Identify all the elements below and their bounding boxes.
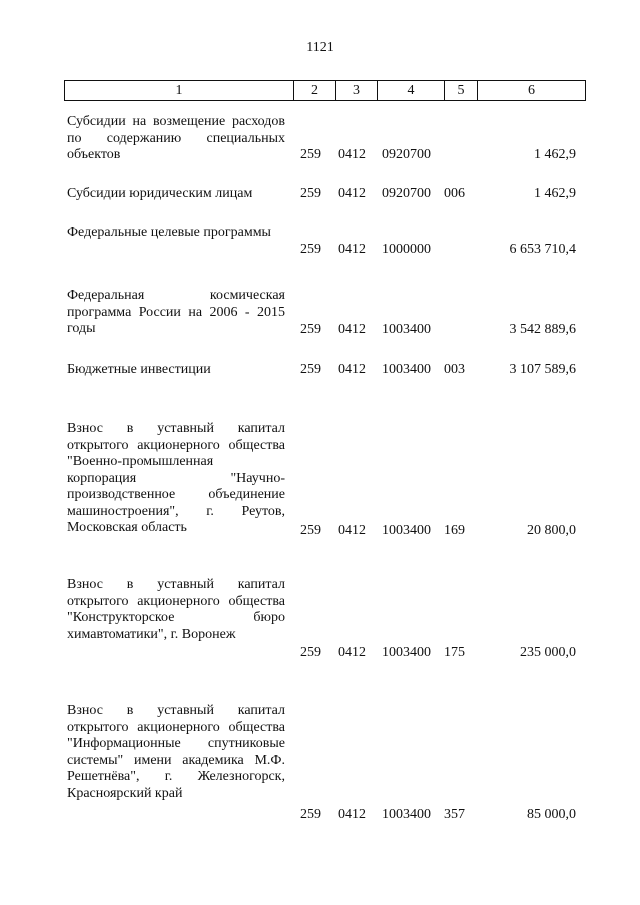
row-2-col-6: 6 653 710,4 (509, 242, 576, 257)
row-5-col-6: 20 800,0 (527, 523, 576, 538)
table-header (64, 80, 586, 101)
row-6-col-5: 175 (444, 645, 465, 660)
row-1-col-4: 0920700 (382, 186, 431, 201)
row-6-col-4: 1003400 (382, 645, 431, 660)
row-2-name: Федеральные целевые программы (67, 225, 271, 240)
row-7-col-5: 357 (444, 807, 465, 822)
row-7-col-2: 259 (300, 807, 321, 822)
header-col-6: 6 (478, 81, 586, 101)
row-7-col-6: 85 000,0 (527, 807, 576, 822)
header-col-3: 3 (336, 81, 378, 101)
row-4-col-5: 003 (444, 362, 465, 377)
row-2-col-2: 259 (300, 242, 321, 257)
row-1-col-3: 0412 (338, 186, 366, 201)
row-5-name: Взнос в уставный капитал открытого акционерного общества "Военно-промышленная корпорация "Научно-производственное объединение машиностроения", г. Реутов, Московская область (67, 421, 285, 535)
row-5-col-2: 259 (300, 523, 321, 538)
row-7-name: Взнос в уставный капитал открытого акционерного общества "Информационные спутниковые системы" имени академика М.Ф. Решетнёва", г. Железногорск, Красноярский край (67, 703, 285, 801)
row-4-col-4: 1003400 (382, 362, 431, 377)
header-col-5: 5 (445, 81, 478, 101)
row-5-col-4: 1003400 (382, 523, 431, 538)
row-6-col-2: 259 (300, 645, 321, 660)
row-1-col-2: 259 (300, 186, 321, 201)
row-5-col-5: 169 (444, 523, 465, 538)
header-col-4: 4 (378, 81, 445, 101)
row-0-col-3: 0412 (338, 147, 366, 162)
row-6-col-6: 235 000,0 (520, 645, 576, 660)
header-col-1: 1 (65, 81, 294, 101)
row-2-col-3: 0412 (338, 242, 366, 257)
row-7-col-4: 1003400 (382, 807, 431, 822)
row-1-col-5: 006 (444, 186, 465, 201)
row-0-col-6: 1 462,9 (534, 147, 576, 162)
row-6-name: Взнос в уставный капитал открытого акционерного общества "Конструкторское бюро химавтоматики", г. Воронеж (67, 577, 285, 642)
row-0-col-2: 259 (300, 147, 321, 162)
row-4-col-3: 0412 (338, 362, 366, 377)
row-7-col-3: 0412 (338, 807, 366, 822)
header-col-2: 2 (294, 81, 336, 101)
page-number: 1121 (306, 40, 334, 55)
row-4-name: Бюджетные инвестиции (67, 362, 211, 377)
row-3-col-2: 259 (300, 322, 321, 337)
row-2-col-4: 1000000 (382, 242, 431, 257)
row-4-col-2: 259 (300, 362, 321, 377)
row-3-col-6: 3 542 889,6 (509, 322, 576, 337)
row-1-name: Субсидии юридическим лицам (67, 186, 253, 201)
row-3-col-3: 0412 (338, 322, 366, 337)
row-3-name: Федеральная космическая программа России на 2006 - 2015 годы (67, 288, 285, 336)
row-1-col-6: 1 462,9 (534, 186, 576, 201)
row-3-col-4: 1003400 (382, 322, 431, 337)
row-0-col-4: 0920700 (382, 147, 431, 162)
row-6-col-3: 0412 (338, 645, 366, 660)
row-5-col-3: 0412 (338, 523, 366, 538)
row-0-name: Субсидии на возмещение расходов по содержанию специальных объектов (67, 114, 285, 162)
row-4-col-6: 3 107 589,6 (509, 362, 576, 377)
